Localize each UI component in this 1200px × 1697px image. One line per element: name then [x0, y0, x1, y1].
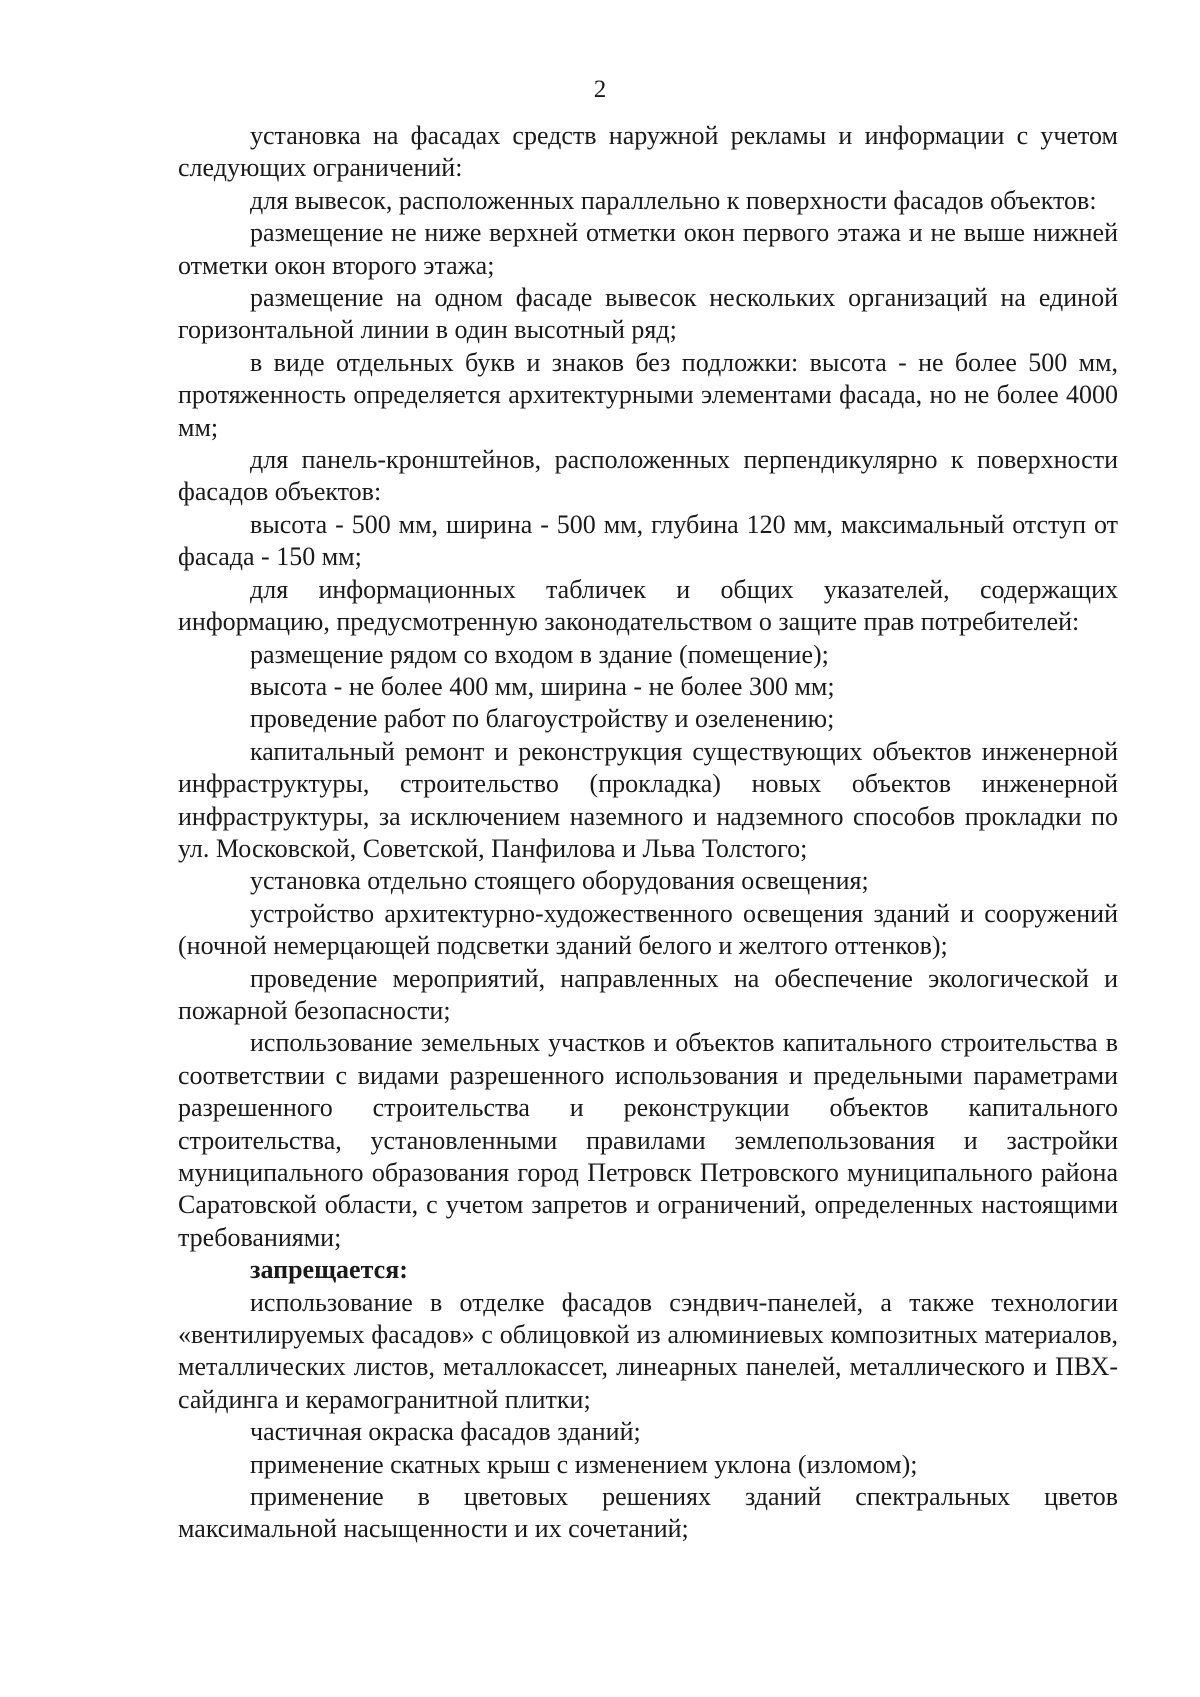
document-body [178, 120, 1118, 1546]
paragraph-spectral-colors: применение в цветовых решениях зданий спектральных цветов максимальной насыщенности и их сочетаний; [178, 1482, 1118, 1544]
paragraph-near-entrance: размещение рядом со входом в здание (помещение); [250, 639, 829, 669]
paragraph-bracket-dimensions: высота - 500 мм, ширина - 500 мм, глубина 120 мм, максимальный отступ от фасада - 150 мм; [178, 509, 1118, 572]
paragraph-lighting-equipment: установка отдельно стоящего оборудования освещения; [250, 866, 869, 896]
paragraph-parallel-signs: для вывесок, расположенных параллельно к поверхности фасадов объектов: [250, 185, 1097, 215]
paragraph-safety-measures: проведение мероприятий, направленных на обеспечение экологической и пожарной безопасности; [178, 963, 1118, 1025]
page-number: 2 [593, 76, 607, 103]
paragraph-sandwich-panels: использование в отделке фасадов сэндвич-панелей, а также технологии «вентилируемых фасадов» с облицовкой из алюминиевых композитных материалов, металлических листов, металлокассет, линеарных панелей, металлического и ПВХ-сайдинга и керамогранитной плитки; [178, 1287, 1118, 1414]
paragraph-infrastructure-repair: капитальный ремонт и реконструкция существующих объектов инженерной инфраструктуры, строительство (прокладка) новых объектов инженерной инфраструктуры, за исключением наземного и надземного способов прокладки по ул. Московской, Советской, Панфилова и Льва Толстого; [178, 736, 1118, 863]
heading-prohibited: запрещается: [250, 1255, 408, 1285]
paragraph-info-plates: для информационных табличек и общих указателей, содержащих информацию, предусмотренную законодательством о защите прав потребителей: [178, 574, 1118, 637]
paragraph-letters-without-backing: в виде отдельных букв и знаков без подложки: высота - не более 500 мм, протяженность определяется архитектурными элементами фасада, но не более 4000 мм; [178, 347, 1118, 442]
paragraph-plate-dimensions: высота - не более 400 мм, ширина - не более 300 мм; [250, 671, 835, 701]
paragraph-land-use: использование земельных участков и объектов капитального строительства в соответствии с видами разрешенного использования и предельными параметрами разрешенного строительства и реконструкции объектов капитального строительства, установленными правилами землепользования и застройки муниципального образования город Петровск Петровского муниципального района Саратовской области, с учетом запретов и ограничений, определенных настоящими требованиями; [178, 1028, 1118, 1252]
paragraph-partial-painting: частичная окраска фасадов зданий; [250, 1417, 641, 1447]
paragraph-panel-brackets: для панель-кронштейнов, расположенных перпендикулярно к поверхности фасадов объектов: [178, 445, 1118, 507]
paragraph-advertising-installation: установка на фасадах средств наружной рекламы и информации с учетом следующих ограничений: [178, 121, 1118, 183]
paragraph-pitched-roofs: применение скатных крыш с изменением уклона (изломом); [250, 1449, 918, 1479]
paragraph-architectural-lighting: устройство архитектурно-художественного освещения зданий и сооружений (ночной немерцающей подсветки зданий белого и желтого оттенков); [178, 898, 1118, 961]
paragraph-landscaping: проведение работ по благоустройству и озеленению; [250, 704, 835, 734]
paragraph-single-facade-row: размещение на одном фасаде вывесок нескольких организаций на единой горизонтальной линии в один высотный ряд; [178, 283, 1118, 345]
paragraph-placement-floor-limits: размещение не ниже верхней отметки окон первого этажа и не выше нижней отметки окон второго этажа; [178, 218, 1118, 280]
